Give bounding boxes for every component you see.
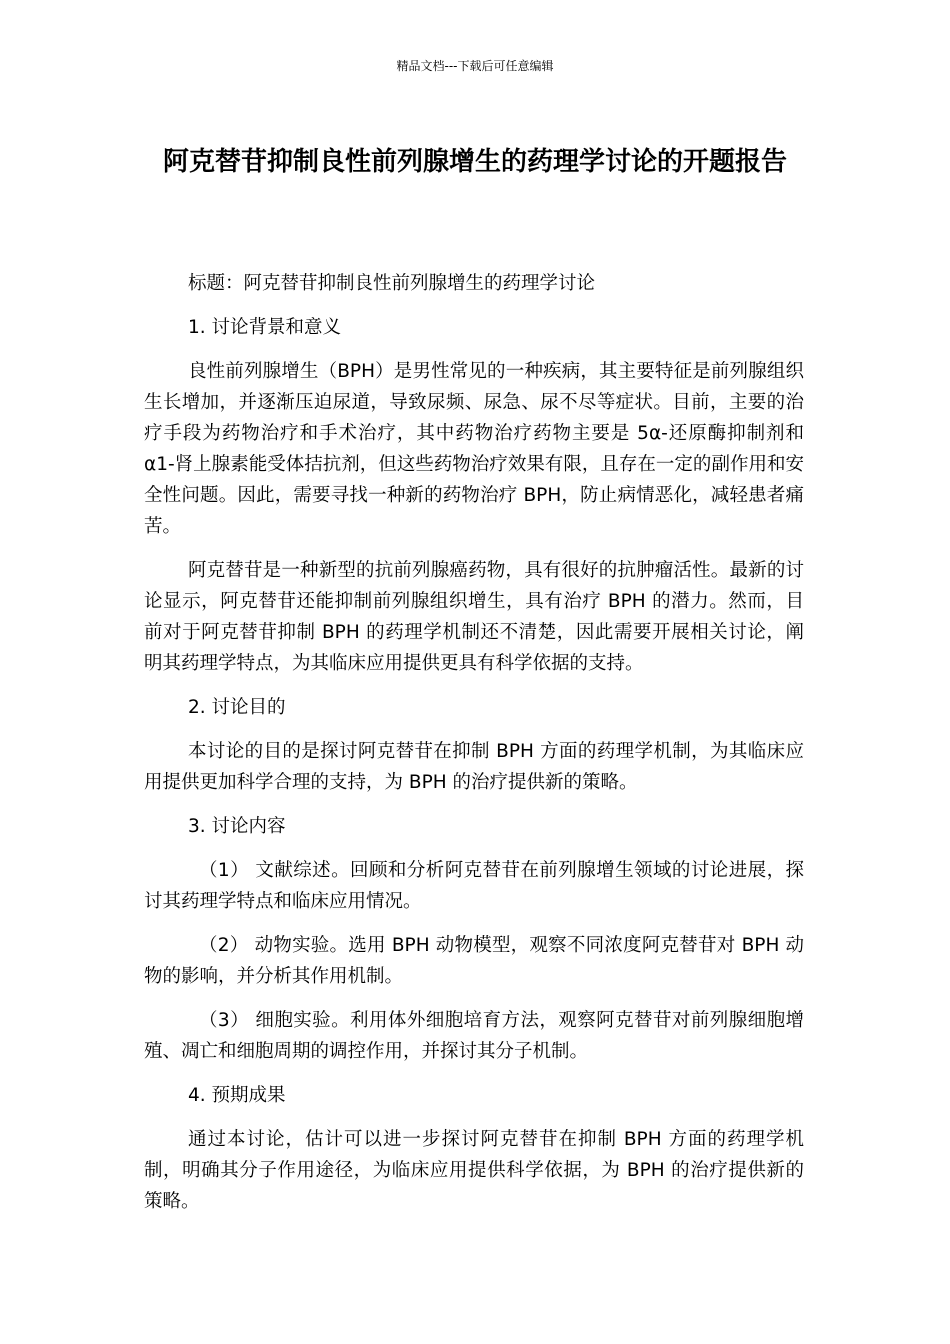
paragraph-background-2: 阿克替苷是一种新型的抗前列腺癌药物，具有很好的抗肿瘤活性。最新的讨论显示，阿克替苷还能抑制前列腺组织增生，具有治疗 BPH 的潜力。然而，目前对于阿克替苷抑制 BPH 的药理学机制还不清楚，因此需要开展相关讨论，阐明其药理学特点，为其临床应用提供更具有科学依据的支持。 — [144, 560, 804, 674]
document-body — [144, 268, 804, 1230]
paragraph-outcomes: 通过本讨论，估计可以进一步探讨阿克替苷在抑制 BPH 方面的药理学机制，明确其分子作用途径，为临床应用提供科学依据，为 BPH 的治疗提供新的策略。 — [144, 1129, 804, 1212]
content-item-animal: （2） 动物实验。选用 BPH 动物模型，观察不同浓度阿克替苷对 BPH 动物的影响，并分析其作用机制。 — [144, 935, 804, 987]
section-heading-outcomes: 4. 预期成果 — [188, 1085, 286, 1106]
content-item-cell: （3） 细胞实验。利用体外细胞培育方法，观察阿克替苷对前列腺细胞增殖、凋亡和细胞周期的调控作用，并探讨其分子机制。 — [144, 1010, 804, 1062]
document-title: 阿克替苷抑制良性前列腺增生的药理学讨论的开题报告 — [162, 147, 787, 177]
subject-line: 标题：阿克替苷抑制良性前列腺增生的药理学讨论 — [188, 273, 596, 294]
section-heading-objective: 2. 讨论目的 — [188, 697, 286, 718]
header-note: 精品文档---下载后可任意编辑 — [396, 59, 554, 73]
paragraph-objective: 本讨论的目的是探讨阿克替苷在抑制 BPH 方面的药理学机制，为其临床应用提供更加科学合理的支持，为 BPH 的治疗提供新的策略。 — [144, 741, 804, 793]
paragraph-background-1: 良性前列腺增生（BPH）是男性常见的一种疾病，其主要特征是前列腺组织生长增加，并逐渐压迫尿道，导致尿频、尿急、尿不尽等症状。目前，主要的治疗手段为药物治疗和手术治疗，其中药物治疗药物主要是 5α-还原酶抑制剂和 α1-肾上腺素能受体拮抗剂，但这些药物治疗效果有限，且存在一定的副作用和安全性问题。因此，需要寻找一种新的药物治疗 BPH，防止病情恶化，减轻患者痛苦。 — [144, 361, 804, 537]
content-item-literature: （1） 文献综述。回顾和分析阿克替苷在前列腺增生领域的讨论进展，探讨其药理学特点和临床应用情况。 — [144, 860, 804, 912]
section-heading-background: 1. 讨论背景和意义 — [188, 317, 342, 338]
section-heading-content: 3. 讨论内容 — [188, 816, 286, 837]
